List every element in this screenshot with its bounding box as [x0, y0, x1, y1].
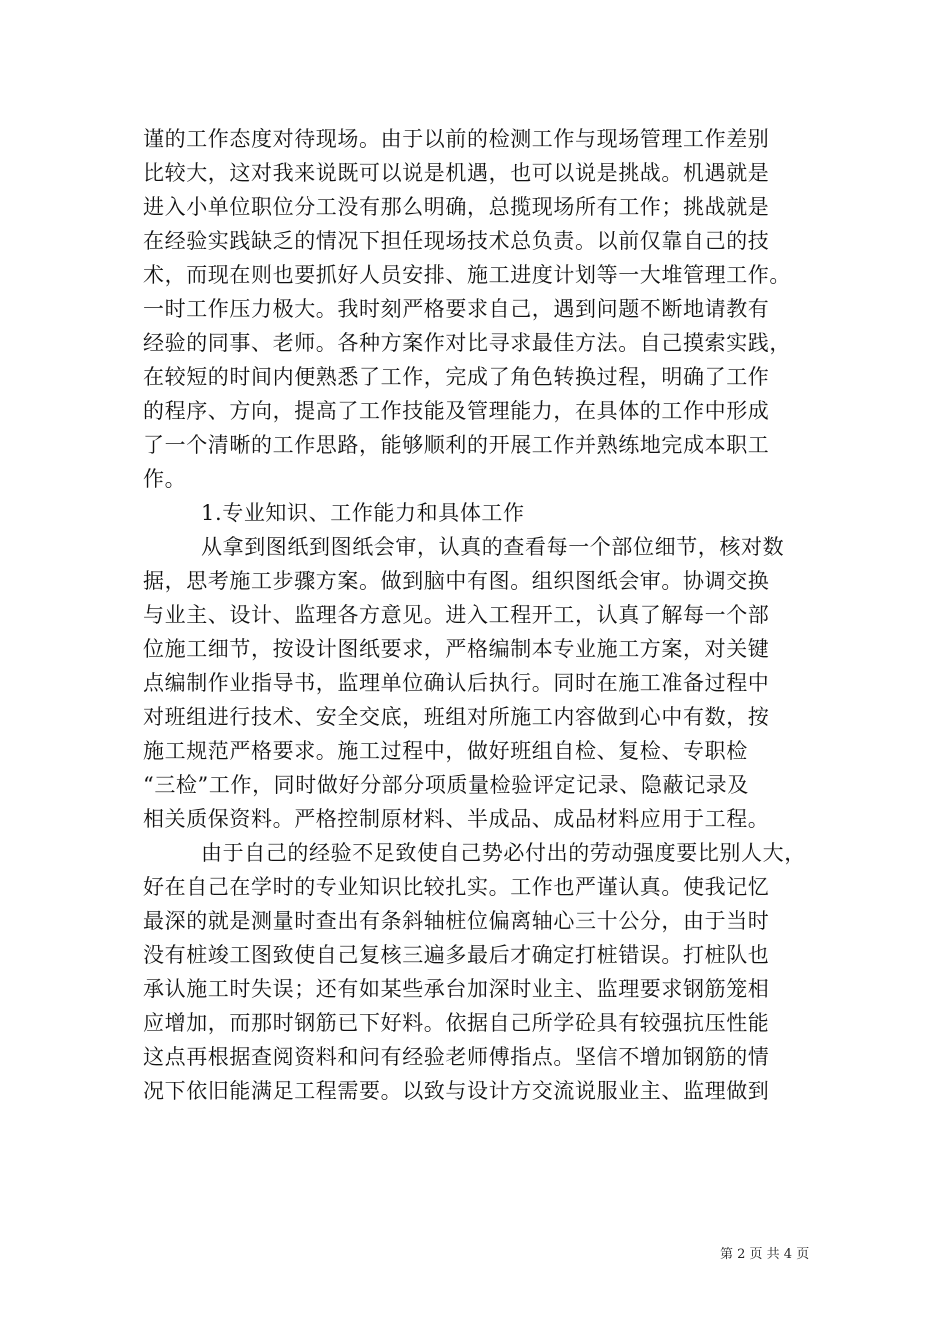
page-number-footer: 第 2 页 共 4 页: [720, 1247, 810, 1262]
text-line: 由于自己的经验不足致使自己势必付出的劳动强度要比别人大，: [201, 841, 806, 865]
text-line: 术，而现在则也要抓好人员安排、施工进度计划等一大堆管理工作。: [143, 263, 791, 287]
text-line: 这点再根据查阅资料和问有经验老师傅指点。坚信不增加钢筋的情: [143, 1045, 770, 1069]
text-line: 一时工作压力极大。我时刻严格要求自己，遇到问题不断地请教有: [143, 297, 770, 321]
text-line: 了一个清晰的工作思路，能够顺利的开展工作并熟练地完成本职工: [143, 433, 770, 457]
text-line: 应增加，而那时钢筋已下好料。依据自己所学砼具有较强抗压性能: [143, 1011, 770, 1035]
text-line: 施工规范严格要求。施工过程中，做好班组自检、复检、专职检: [143, 739, 748, 763]
text-line: 从拿到图纸到图纸会审，认真的查看每一个部位细节，核对数: [201, 535, 785, 559]
text-line: 况下依旧能满足工程需要。以致与设计方交流说服业主、监理做到: [143, 1079, 770, 1103]
text-line: 相关质保资料。严格控制原材料、半成品、成品材料应用于工程。: [143, 807, 770, 831]
text-line: 进入小单位职位分工没有那么明确，总揽现场所有工作；挑战就是: [143, 195, 770, 219]
text-line: 在经验实践缺乏的情况下担任现场技术总负责。以前仅靠自己的技: [143, 229, 770, 253]
text-line: 据，思考施工步骤方案。做到脑中有图。组织图纸会审。协调交换: [143, 569, 770, 593]
text-line: 作。: [143, 467, 187, 491]
text-line: 对班组进行技术、安全交底，班组对所施工内容做到心中有数，按: [143, 705, 770, 729]
text-line: 与业主、设计、监理各方意见。进入工程开工，认真了解每一个部: [143, 603, 770, 627]
section-heading: 1.专业知识、工作能力和具体工作: [201, 501, 525, 525]
text-line: 位施工细节，按设计图纸要求，严格编制本专业施工方案，对关键: [143, 637, 770, 661]
text-line: 经验的同事、老师。各种方案作对比寻求最佳方法。自己摸索实践，: [143, 331, 791, 355]
text-line: 好在自己在学时的专业知识比较扎实。工作也严谨认真。使我记忆: [143, 875, 770, 899]
text-line: 点编制作业指导书，监理单位确认后执行。同时在施工准备过程中: [143, 671, 770, 695]
text-line: 最深的就是测量时查出有条斜轴桩位偏离轴心三十公分，由于当时: [143, 909, 770, 933]
text-line: 承认施工时失误；还有如某些承台加深时业主、监理要求钢筋笼相: [143, 977, 770, 1001]
text-line: 比较大，这对我来说既可以说是机遇，也可以说是挑战。机遇就是: [143, 161, 770, 185]
text-line: “三检”工作，同时做好分部分项质量检验评定记录、隐蔽记录及: [143, 773, 749, 797]
text-line: 没有桩竣工图致使自己复核三遍多最后才确定打桩错误。打桩队也: [143, 943, 770, 967]
text-line: 在较短的时间内便熟悉了工作，完成了角色转换过程，明确了工作: [143, 365, 770, 389]
text-line: 谨的工作态度对待现场。由于以前的检测工作与现场管理工作差别: [143, 127, 770, 151]
text-line: 的程序、方向，提高了工作技能及管理能力，在具体的工作中形成: [143, 399, 770, 423]
